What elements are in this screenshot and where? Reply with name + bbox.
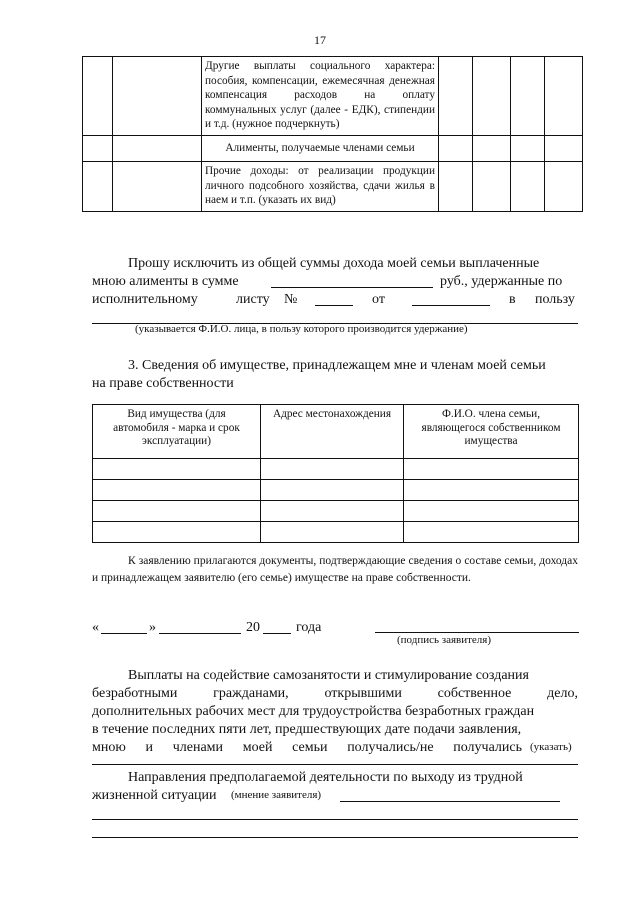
income-row-social: Другие выплаты социального характера: пособия, компенсации, ежемесячная денежная компенсация расходов на оплату коммунальных услуг (далее - ЕДК), стипендии и т.д. (нужное подчеркнуть) xyxy=(202,57,439,136)
income-row-alimony: Алименты, получаемые членами семьи xyxy=(202,135,439,162)
selfemp-indicate: (указать) xyxy=(530,741,572,753)
table-row xyxy=(83,57,583,136)
date-day-field[interactable] xyxy=(101,633,147,634)
page-number: 17 xyxy=(314,33,326,47)
table-row xyxy=(83,135,583,162)
alimony-word-favor: пользу xyxy=(535,292,575,307)
direction-line1: Направления предполагаемой деятельности по выходу из трудной xyxy=(128,770,523,785)
selfemp-line5: мною и членами моей семьи получались/не получались xyxy=(92,740,522,755)
table-row xyxy=(93,459,579,480)
alimony-date-field[interactable] xyxy=(412,305,490,306)
section3-title: 3. Сведения об имуществе, принадлежащем мне и членам моей семьи xyxy=(128,358,546,373)
attachment-note: К заявлению прилагаются документы, подтверждающие сведения о составе семьи, доходах и принадлежащем заявителю (его семье) имуществе на праве собственности. xyxy=(92,555,578,584)
table-row xyxy=(83,162,583,212)
selfemp-line4: в течение последних пяти лет, предшествующих дате подачи заявления, xyxy=(92,722,522,737)
header-property-type: Вид имущества (для автомобиля - марка и срок эксплуатации) xyxy=(93,405,261,459)
table-row xyxy=(93,501,579,522)
date-year-prefix: 20 xyxy=(246,620,260,635)
alimony-doc-number-field[interactable] xyxy=(315,305,353,306)
table-row xyxy=(93,522,579,543)
property-table xyxy=(92,404,579,543)
alimony-word-executive: исполнительному xyxy=(92,292,198,307)
alimony-word-number: № xyxy=(284,292,298,307)
direction-field-2[interactable] xyxy=(92,819,578,820)
date-year-word: года xyxy=(296,620,322,635)
direction-field-3[interactable] xyxy=(92,837,578,838)
date-close-quote: » xyxy=(149,620,156,635)
alimony-word-in: в xyxy=(509,292,516,307)
alimony-line2a: мною алименты в сумме xyxy=(92,274,239,289)
income-table xyxy=(82,56,583,212)
income-row-other: Прочие доходы: от реализации продукции личного подсобного хозяйства, сдачи жилья в наем и т.п. (указать их вид) xyxy=(202,162,439,212)
selfemp-answer-field[interactable] xyxy=(92,764,578,765)
signature-caption: (подпись заявителя) xyxy=(397,634,492,646)
alimony-line1: Прошу исключить из общей суммы дохода моей семьи выплаченные xyxy=(128,256,540,271)
date-open-quote: « xyxy=(92,620,99,635)
direction-field-1[interactable] xyxy=(340,801,560,802)
signature-field[interactable] xyxy=(375,632,579,633)
alimony-word-from: от xyxy=(372,292,385,307)
selfemp-line2: безработными гражданами, открывшими собственное дело, xyxy=(92,686,578,701)
direction-opinion: (мнение заявителя) xyxy=(231,789,322,801)
header-address: Адрес местонахождения xyxy=(261,405,404,459)
alimony-caption: (указывается Ф.И.О. лица, в пользу которого производится удержание) xyxy=(135,323,468,335)
direction-line2: жизненной ситуации xyxy=(92,788,217,803)
alimony-sum-field[interactable] xyxy=(271,287,433,288)
alimony-word-list: листу xyxy=(236,292,270,307)
header-owner: Ф.И.О. члена семьи, являющегося собственником имущества xyxy=(404,405,579,459)
date-year-field[interactable] xyxy=(263,633,291,634)
alimony-line2b: руб., удержанные по xyxy=(440,274,563,289)
section3-title-cont: на праве собственности xyxy=(92,376,234,391)
selfemp-line1: Выплаты на содействие самозанятости и стимулирование создания xyxy=(128,668,529,683)
date-month-field[interactable] xyxy=(159,633,241,634)
selfemp-line3: дополнительных рабочих мест для трудоустройства безработных граждан xyxy=(92,704,535,719)
table-row xyxy=(93,480,579,501)
table-header-row xyxy=(93,405,579,459)
